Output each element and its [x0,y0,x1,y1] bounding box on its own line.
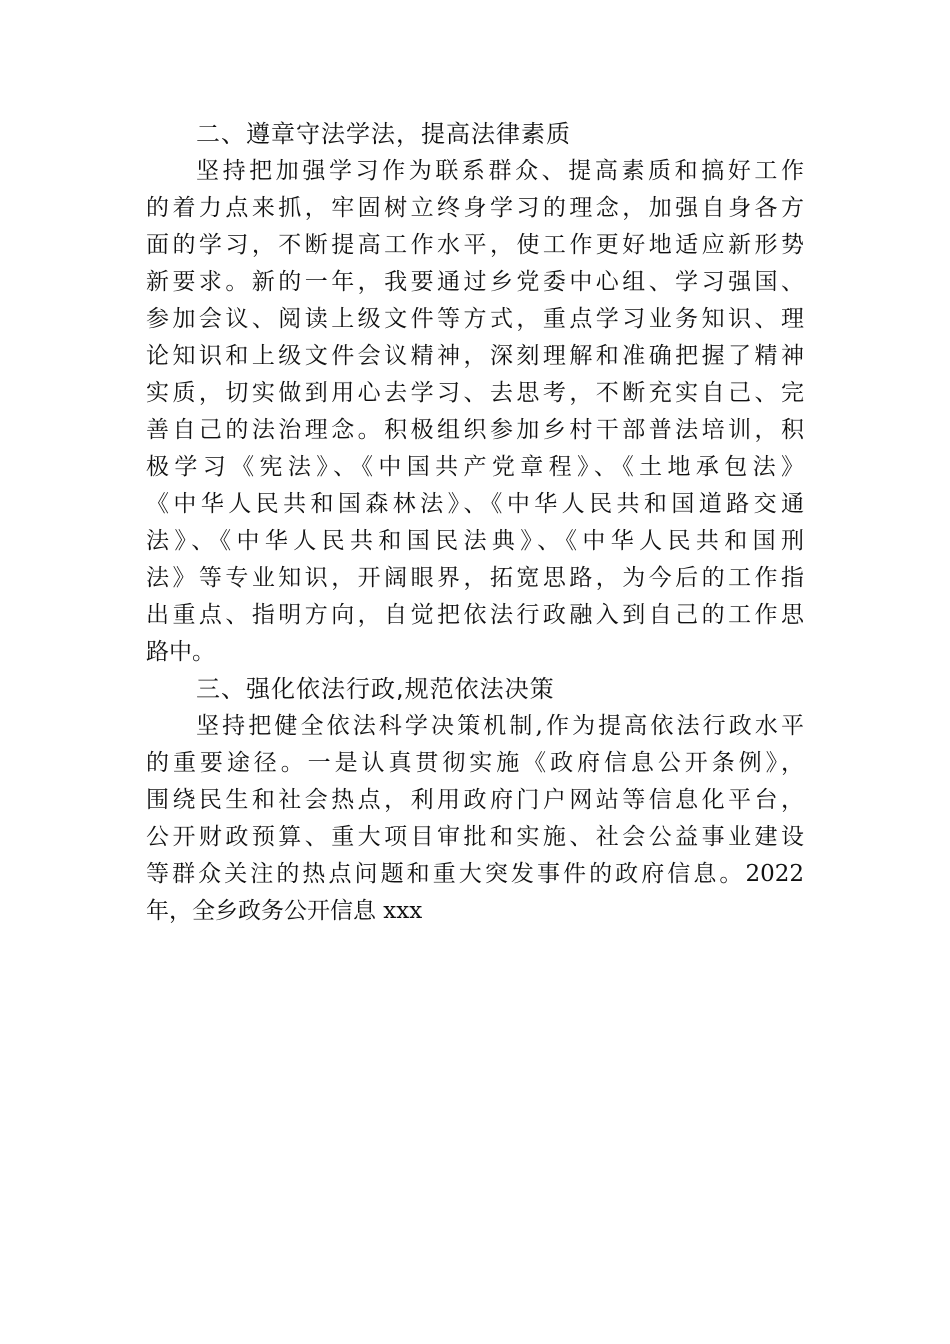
paragraph-line: 面的学习，不断提高工作水平，使工作更好地适应新形势 [146,232,804,258]
paragraph-line: 坚持把健全依法科学决策机制,作为提高依法行政水平 [196,713,804,739]
paragraph-line: 围绕民生和社会热点，利用政府门户网站等信息化平台， [146,787,804,813]
section-3-paragraph [146,708,804,930]
section-heading-3: 三、强化依法行政,规范依法决策 [196,675,555,703]
paragraph-line: 坚持把加强学习作为联系群众、提高素质和搞好工作 [196,158,804,184]
paragraph-line: 新要求。新的一年，我要通过乡党委中心组、学习强国、 [146,269,804,295]
paragraph-line: 年，全乡政务公开信息 xxx [146,898,423,924]
section-heading-2: 二、遵章守法学法，提高法律素质 [196,120,571,148]
paragraph-line: 善自己的法治理念。积极组织参加乡村干部普法培训，积 [146,417,804,443]
paragraph-line: 《中华人民共和国森林法》、《中华人民共和国道路交通 [146,491,804,517]
paragraph-line: 参加会议、阅读上级文件等方式，重点学习业务知识、理 [146,306,804,332]
paragraph-line: 的重要途径。一是认真贯彻实施《政府信息公开条例》， [146,750,804,776]
paragraph-line: 极学习《宪法》、《中国共产党章程》、《土地承包法》 [146,454,804,480]
paragraph-line: 实质，切实做到用心去学习、去思考，不断充实自己、完 [146,380,804,406]
paragraph-line: 等群众关注的热点问题和重大突发事件的政府信息。2022 [146,861,804,887]
document-body [146,116,804,930]
paragraph-line: 出重点、指明方向，自觉把依法行政融入到自己的工作思 [146,602,804,628]
paragraph-line: 路中。 [146,639,215,665]
section-2-paragraph [146,153,804,671]
paragraph-line: 的着力点来抓，牢固树立终身学习的理念，加强自身各方 [146,195,804,221]
paragraph-line: 法》、《中华人民共和国民法典》、《中华人民共和国刑 [146,528,804,554]
paragraph-line: 论知识和上级文件会议精神，深刻理解和准确把握了精神 [146,343,804,369]
paragraph-line: 公开财政预算、重大项目审批和实施、社会公益事业建设 [146,824,804,850]
paragraph-line: 法》等专业知识，开阔眼界，拓宽思路，为今后的工作指 [146,565,804,591]
